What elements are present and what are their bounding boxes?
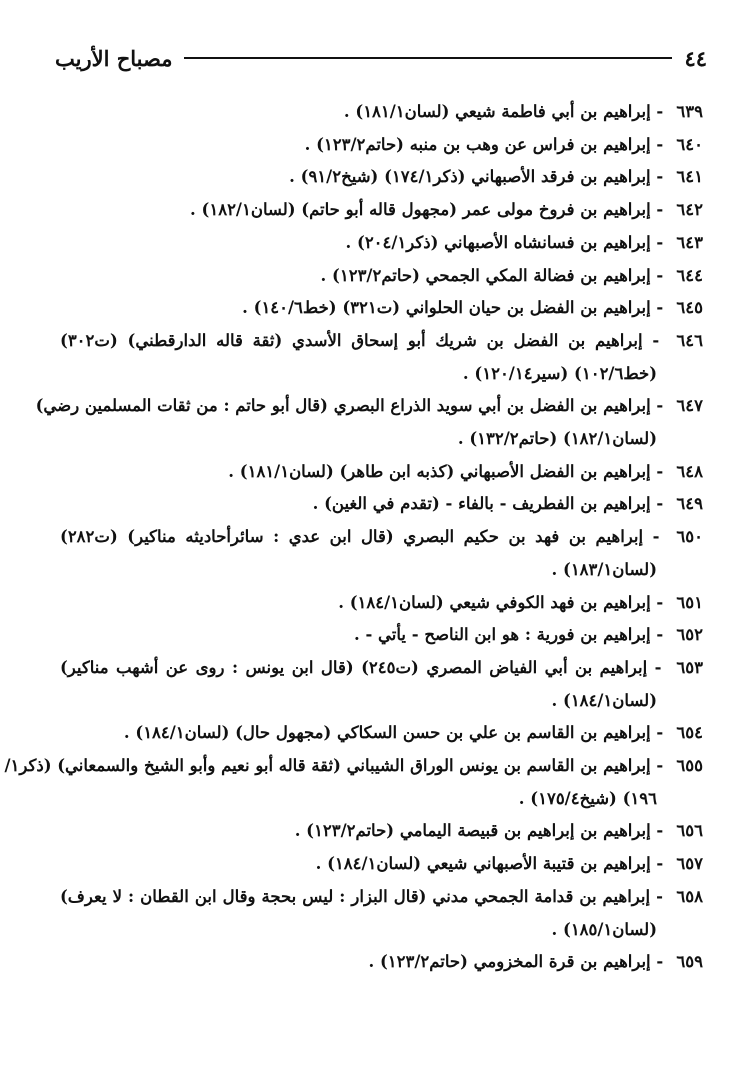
entry-number: ٦٤١: [676, 167, 703, 187]
entry-text: - إبراهيم بن فسانشاه الأصبهاني (ذكر٢٠٤/١) .: [345, 232, 664, 252]
entry-continuation: (خط١٠٢/٦) (سير١٢٠/١٤) .: [462, 363, 657, 383]
page-header: [55, 38, 707, 78]
entry-number: ٦٤٤: [676, 265, 703, 285]
entry-number: ٦٥٤: [676, 723, 703, 743]
entry-number: ٦٥٣: [676, 657, 704, 677]
entry-number: ٦٣٩: [676, 102, 703, 121]
list-item: [60, 194, 703, 227]
list-item: [60, 227, 703, 260]
entry-number: ٦٤٦: [676, 330, 704, 350]
entry-number: ٦٥٧: [676, 854, 703, 874]
entry-text: - إبراهيم بن فروخ مولى عمر (مجهول قاله أبو حاتم) (لسان١٨٢/١) .: [190, 200, 664, 220]
list-item: [60, 652, 703, 685]
list-item: [60, 815, 703, 848]
list-item: [60, 946, 703, 979]
entry-number: ٦٥٠: [676, 527, 703, 547]
entry-text: - إبراهيم بن إبراهيم بن قبيصة اليمامي (حاتم١٢٣/٢) .: [294, 821, 664, 841]
list-item: [60, 292, 703, 325]
entry-number: ٦٥٩: [676, 952, 703, 972]
entry-text: - إبراهيم بن الفضل بن أبي سويد الذراع البصري (قال أبو حاتم : من ثقات المسلمين رضي): [35, 396, 664, 416]
entry-text: - إبراهيم بن القاسم بن علي بن حسن السكاكي (مجهول حال) (لسان١٨٤/١) .: [123, 723, 664, 743]
list-item: [60, 521, 703, 554]
entry-number: ٦٥٥: [676, 756, 703, 776]
entry-text: - إبراهيم بن قرة المخزومي (حاتم١٢٣/٢) .: [368, 952, 664, 972]
entry-text: - إبراهيم بن فهد بن حكيم البصري (قال ابن عدي : سائرأحاديثه مناكير) (ت٢٨٢): [60, 527, 660, 547]
list-item: [60, 456, 703, 489]
list-item: [35, 390, 703, 423]
entry-list: [4, 96, 704, 979]
page-number: ٤٤: [684, 45, 707, 71]
entry-number: ٦٥١: [676, 592, 703, 612]
entry-text: - إبراهيم بن أبي فاطمة شيعي (لسان١٨١/١) .: [343, 102, 664, 121]
entry-text: - إبراهيم بن القاسم بن يونس الوراق الشيباني (ثقة قاله أبو نعيم وأبو الشيخ والسمعاني) (ذكر١/: [4, 756, 664, 776]
list-item: [60, 488, 703, 521]
entry-text: - إبراهيم بن قدامة الجمحي مدني (قال البزار : ليس بحجة وقال ابن القطان : لا يعرف): [60, 886, 663, 906]
entry-text: - إبراهيم بن أبي الفياض المصري (ت٢٤٥) (قال ابن يونس : روى عن أشهب مناكير): [60, 657, 662, 677]
header-rule: [184, 57, 672, 59]
list-item: [4, 750, 703, 783]
entry-number: ٦٥٢: [676, 625, 703, 645]
entry-text: - إبراهيم بن فهد الكوفي شيعي (لسان١٨٤/١) .: [338, 592, 664, 612]
entry-text: - إبراهيم بن فضالة المكي الجمحي (حاتم١٢٣/٢) .: [320, 265, 664, 285]
entry-number: ٦٤٢: [676, 200, 703, 220]
list-item: [60, 717, 703, 750]
entry-continuation: (لسان١٨٢/١) (حاتم١٣٢/٢) .: [457, 429, 657, 449]
entry-text: - إبراهيم بن قتيبة الأصبهاني شيعي (لسان١٨٤/١) .: [315, 854, 664, 874]
list-item: [60, 260, 703, 293]
entry-number: ٦٤٥: [676, 298, 703, 318]
entry-number: ٦٤٧: [676, 396, 703, 416]
entry-number: ٦٤٣: [676, 232, 703, 252]
entry-number: ٦٤٩: [676, 494, 703, 514]
entry-number: ٦٥٦: [676, 821, 703, 841]
book-title: مصباح الأريب: [55, 45, 173, 71]
list-item: [60, 161, 703, 194]
entry-text: - إبراهيم بن فراس عن وهب بن منبه (حاتم١٢٣/٢) .: [304, 134, 664, 154]
list-item: [60, 129, 703, 162]
entry-text: - إبراهيم بن فرقد الأصبهاني (ذكر١٧٤/١) (شيخ٩١/٢) .: [289, 167, 664, 187]
list-item: [60, 619, 703, 652]
entry-text: - إبراهيم بن الفضل بن حيان الحلواني (ت٣٢١) (خط١٤٠/٦) .: [242, 298, 664, 318]
list-item: [60, 96, 703, 129]
entry-number: ٦٤٨: [676, 461, 703, 481]
list-item: [60, 325, 703, 358]
entry-text: - إبراهيم بن الفضل بن شريك أبو إسحاق الأسدي (ثقة قاله الدارقطني) (ت٣٠٢): [60, 330, 660, 350]
entry-continuation: ١٩٦) (شيخ١٧٥/٤) .: [518, 788, 657, 808]
entry-number: ٦٥٨: [676, 886, 703, 906]
entry-text: - إبراهيم بن فورية : هو ابن الناصح - يأتي - .: [353, 625, 664, 645]
entry-number: ٦٤٠: [676, 134, 703, 154]
entry-text: - إبراهيم بن الفطريف - بالفاء - (تقدم في الغين) .: [312, 494, 664, 514]
entry-continuation: (لسان١٨٤/١) .: [551, 690, 657, 710]
list-item: [60, 881, 703, 914]
entry-continuation: (لسان١٨٥/١) .: [551, 919, 657, 939]
list-item: [60, 848, 703, 881]
list-item: [60, 587, 703, 620]
entry-continuation: (لسان١٨٣/١) .: [551, 559, 657, 579]
entry-text: - إبراهيم بن الفضل الأصبهاني (كذبه ابن طاهر) (لسان١٨١/١) .: [228, 461, 664, 481]
